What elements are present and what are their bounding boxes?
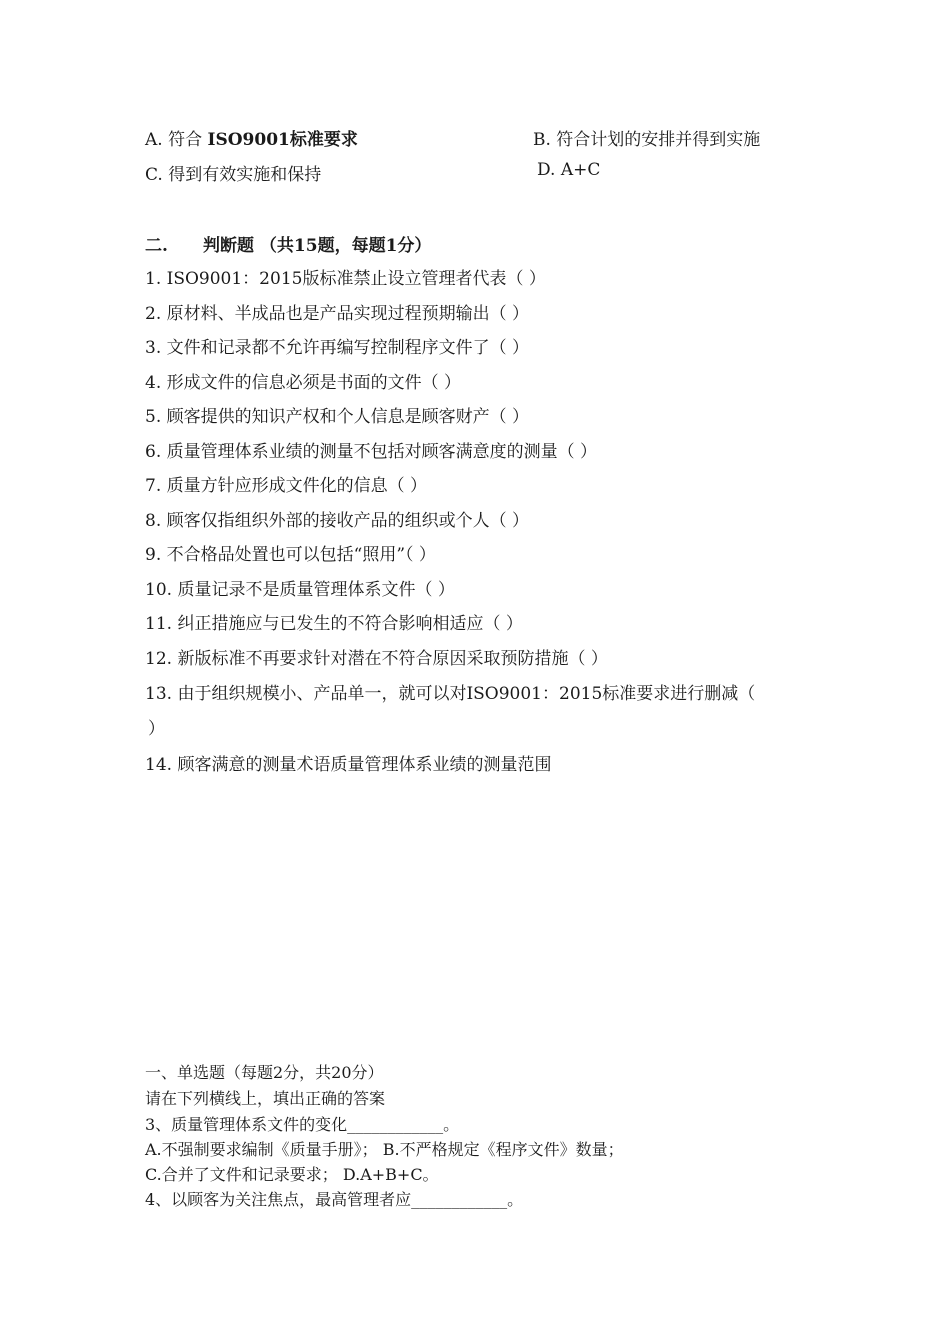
tf-question-4: 4. 形成文件的信息必须是书面的文件（ ） [145, 373, 462, 393]
section-1-heading: 一、单选题（每题2分，共20分） [145, 1063, 384, 1082]
option-a-label: A. 符合 [145, 130, 208, 150]
tf-question-5: 5. 顾客提供的知识产权和个人信息是顾客财产（ ） [145, 407, 530, 427]
tf-question-1: 1. ISO9001：2015版标准禁止设立管理者代表（ ） [145, 269, 546, 289]
section-1-instruction: 请在下列横线上，填出正确的答案 [145, 1089, 386, 1108]
section-2-title: 判断题 （共15题，每题1分） [203, 236, 432, 256]
tf-question-11: 11. 纠正措施应与已发生的不符合影响相适应（ ） [145, 614, 523, 634]
option-d: D. A+C [537, 160, 601, 180]
mc-question-3-options-ab: A.不强制要求编制《质量手册》； B.不严格规定《程序文件》数量； [145, 1140, 624, 1159]
tf-question-6: 6. 质量管理体系业绩的测量不包括对顾客满意度的测量（ ） [145, 442, 598, 462]
tf-question-10: 10. 质量记录不是质量管理体系文件（ ） [145, 580, 455, 600]
tf-question-12: 12. 新版标准不再要求针对潜在不符合原因采取预防措施（ ） [145, 649, 608, 669]
option-c: C. 得到有效实施和保持 [145, 165, 322, 185]
section-2-heading [145, 231, 431, 256]
option-row-ab [145, 125, 761, 150]
mc-question-3-options-cd: C.合并了文件和记录要求； D.A+B+C。 [145, 1165, 439, 1184]
tf-question-2: 2. 原材料、半成品也是产品实现过程预期输出（ ） [145, 304, 530, 324]
tf-question-8: 8. 顾客仅指组织外部的接收产品的组织或个人（ ） [145, 511, 530, 531]
tf-question-9: 9. 不合格品处置也可以包括“照用”（ ） [145, 545, 436, 565]
mc-question-3: 3、质量管理体系文件的变化____________。 [145, 1115, 460, 1134]
tf-question-3: 3. 文件和记录都不允许再编写控制程序文件了（ ） [145, 338, 530, 358]
option-a-bold-text: ISO9001标准要求 [207, 130, 358, 150]
mc-question-4: 4、以顾客为关注焦点，最高管理者应____________。 [145, 1190, 524, 1209]
tf-question-14: 14. 顾客满意的测量术语质量管理体系业绩的测量范围 [145, 755, 552, 775]
tf-question-13: 13. 由于组织规模小、产品单一，就可以对ISO9001：2015标准要求进行删减（ [145, 684, 756, 704]
tf-question-7: 7. 质量方针应形成文件化的信息（ ） [145, 476, 428, 496]
option-b: B. 符合计划的安排并得到实施 [533, 130, 761, 150]
tf-question-13-continuation: ） [148, 719, 165, 739]
option-row-cd [145, 160, 601, 185]
section-2-number: 二. [145, 236, 168, 256]
